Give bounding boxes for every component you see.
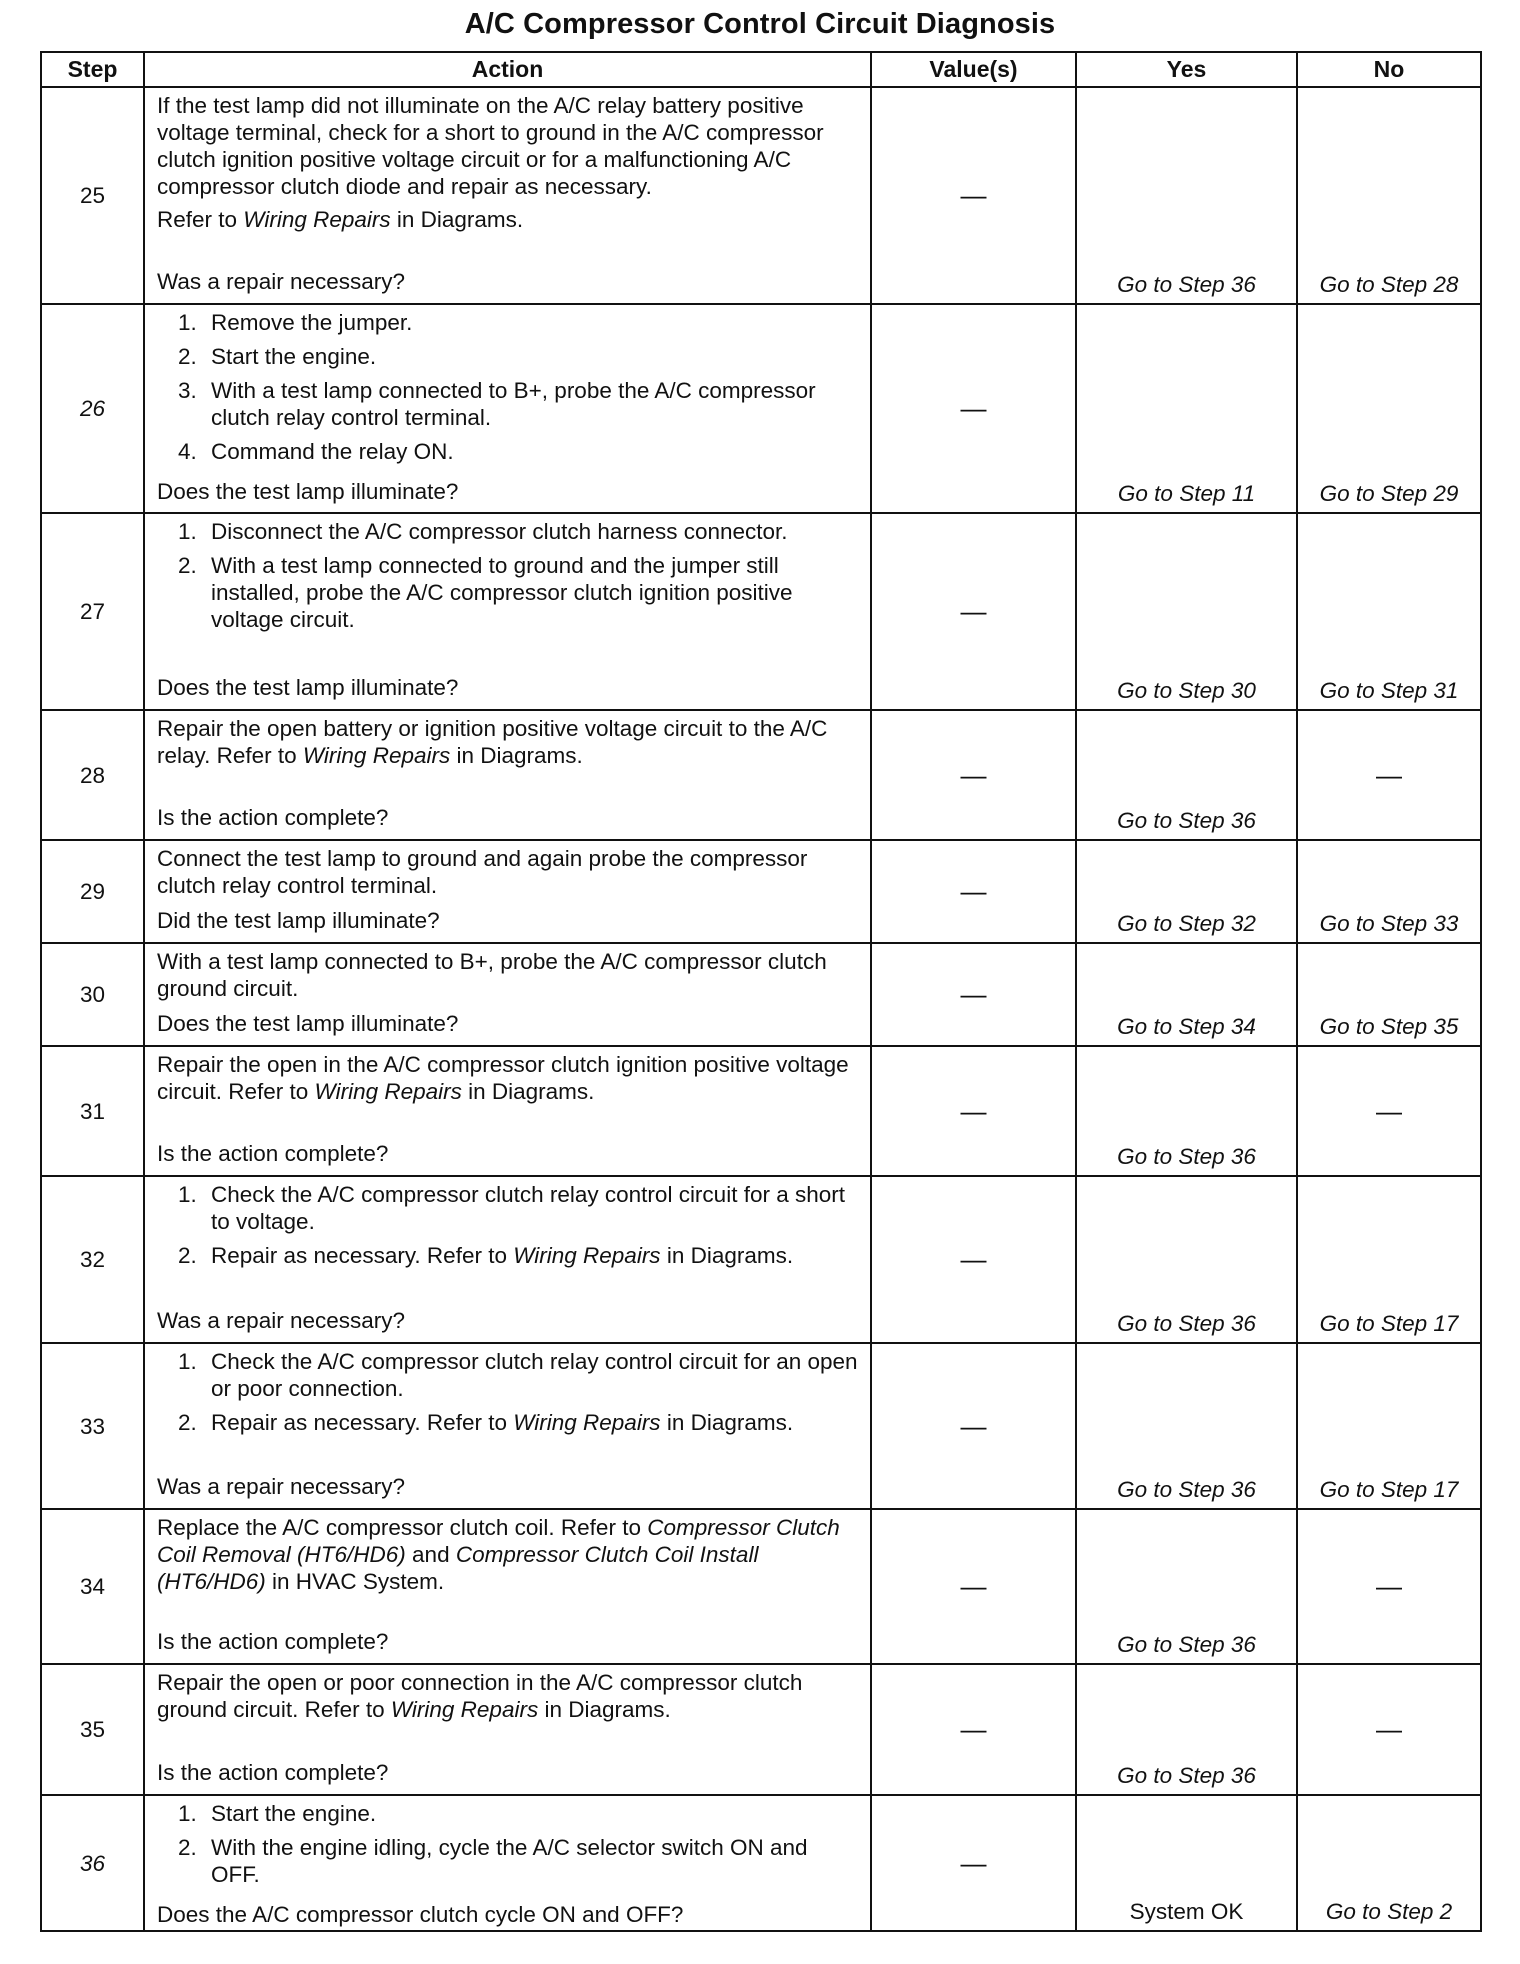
action-steps-list (157, 1348, 862, 1443)
header-values: Value(s) (871, 52, 1076, 87)
action-cell (144, 87, 871, 304)
table-row-step-33 (41, 1343, 1481, 1509)
yes-cell: Go to Step 36 (1076, 1509, 1297, 1664)
step-number: 31 (41, 1046, 144, 1176)
action-cell (144, 710, 871, 840)
table-row-step-32 (41, 1176, 1481, 1343)
action-question: Was a repair necessary? (157, 1474, 406, 1499)
reference-link-wiring-repairs: Wiring Repairs (314, 1079, 462, 1104)
no-cell: — (1297, 1046, 1481, 1176)
step-number: 32 (41, 1176, 144, 1343)
action-step-item: 1. Check the A/C compressor clutch relay control circuit for an open or poor connection. (203, 1348, 862, 1402)
action-question: Does the test lamp illuminate? (157, 1011, 459, 1036)
action-reference: Refer to Wiring Repairs in Diagrams. (157, 207, 524, 232)
table-row-step-29 (41, 840, 1481, 943)
reference-link-coil-install: Compressor Clutch Coil Install (HT6/HD6) (157, 1542, 759, 1594)
page-title: A/C Compressor Control Circuit Diagnosis (464, 8, 1056, 40)
header-no: No (1297, 52, 1481, 87)
step-number: 26 (41, 304, 144, 513)
no-cell: Go to Step 31 (1297, 513, 1481, 710)
no-cell: — (1297, 1664, 1481, 1795)
value-cell: — (871, 840, 1076, 943)
action-text: With a test lamp connected to B+, probe the A/C compressor clutch ground circuit. (157, 949, 827, 1001)
value-cell: — (871, 304, 1076, 513)
action-text: Repair the open in the A/C compressor clutch ignition positive voltage circuit. Refer to Wiring Repairs in Diagrams. (157, 1052, 849, 1104)
action-step-item: 2. Repair as necessary. Refer to Wiring Repairs in Diagrams. (203, 1242, 862, 1269)
reference-link-wiring-repairs: Wiring Repairs (390, 1697, 539, 1722)
action-cell (144, 1046, 871, 1176)
action-step-item: 1. Disconnect the A/C compressor clutch harness connector. (203, 518, 862, 545)
action-cell (144, 304, 871, 513)
yes-cell: Go to Step 36 (1076, 1046, 1297, 1176)
table-row-step-34 (41, 1509, 1481, 1664)
action-question: Does the test lamp illuminate? (157, 479, 459, 504)
step-number: 33 (41, 1343, 144, 1509)
action-question: Is the action complete? (157, 1141, 389, 1166)
table-row-step-28 (41, 710, 1481, 840)
action-question: Did the test lamp illuminate? (157, 908, 440, 933)
yes-cell: Go to Step 32 (1076, 840, 1297, 943)
table-row-step-36 (41, 1795, 1481, 1931)
step-number: 30 (41, 943, 144, 1046)
action-question: Is the action complete? (157, 1629, 389, 1654)
no-cell: Go to Step 29 (1297, 304, 1481, 513)
value-cell: — (871, 1176, 1076, 1343)
reference-link-coil-removal: Compressor Clutch Coil Removal (HT6/HD6) (157, 1515, 840, 1567)
table-row-step-31 (41, 1046, 1481, 1176)
yes-cell: Go to Step 34 (1076, 943, 1297, 1046)
no-cell: Go to Step 17 (1297, 1176, 1481, 1343)
action-step-item: 2. With a test lamp connected to ground and the jumper still installed, probe the A/C compressor clutch ignition positive voltage circuit. (203, 552, 862, 633)
yes-cell: Go to Step 36 (1076, 710, 1297, 840)
step-number: 36 (41, 1795, 144, 1931)
table-row-step-26 (41, 304, 1481, 513)
no-cell: Go to Step 17 (1297, 1343, 1481, 1509)
yes-cell: Go to Step 30 (1076, 513, 1297, 710)
no-cell: Go to Step 35 (1297, 943, 1481, 1046)
diagnosis-table (40, 51, 1482, 1932)
reference-link-wiring-repairs: Wiring Repairs (243, 207, 391, 232)
action-step-item: 1. Start the engine. (203, 1800, 862, 1827)
value-cell: — (871, 1343, 1076, 1509)
action-steps-list (157, 309, 862, 472)
action-text: If the test lamp did not illuminate on the A/C relay battery positive voltage terminal, check for a short to ground in the A/C compressor clutch ignition positive voltage circuit or for a malfunctioning A/C compressor clutch diode and repair as necessary. (157, 93, 824, 199)
action-steps-list (157, 518, 862, 640)
step-number: 34 (41, 1509, 144, 1664)
table-row-step-27 (41, 513, 1481, 710)
reference-link-wiring-repairs: Wiring Repairs (513, 1410, 661, 1435)
yes-cell: System OK (1076, 1795, 1297, 1931)
step-number: 35 (41, 1664, 144, 1795)
step-number: 27 (41, 513, 144, 710)
no-cell: Go to Step 28 (1297, 87, 1481, 304)
action-question: Is the action complete? (157, 1760, 389, 1785)
no-cell: — (1297, 1509, 1481, 1664)
action-step-item: 2. With the engine idling, cycle the A/C selector switch ON and OFF. (203, 1834, 862, 1888)
yes-cell: Go to Step 36 (1076, 87, 1297, 304)
step-number: 29 (41, 840, 144, 943)
table-header-row (41, 52, 1481, 87)
value-cell: — (871, 943, 1076, 1046)
action-step-item: 2. Repair as necessary. Refer to Wiring Repairs in Diagrams. (203, 1409, 862, 1436)
action-cell (144, 513, 871, 710)
value-cell: — (871, 1509, 1076, 1664)
value-cell: — (871, 87, 1076, 304)
action-question: Does the A/C compressor clutch cycle ON and OFF? (157, 1902, 684, 1927)
table-row-step-30 (41, 943, 1481, 1046)
action-cell (144, 1795, 871, 1931)
no-cell: Go to Step 2 (1297, 1795, 1481, 1931)
yes-cell: Go to Step 36 (1076, 1343, 1297, 1509)
header-action: Action (144, 52, 871, 87)
action-text: Connect the test lamp to ground and again probe the compressor clutch relay control terminal. (157, 846, 808, 898)
action-text: Replace the A/C compressor clutch coil. Refer to Compressor Clutch Coil Removal (HT6/HD6) and Compressor Clutch Coil Install (HT6/HD6) in HVAC System. (157, 1515, 840, 1594)
action-step-item: 1. Remove the jumper. (203, 309, 862, 336)
action-step-item: 2. Start the engine. (203, 343, 862, 370)
table-row-step-25 (41, 87, 1481, 304)
header-yes: Yes (1076, 52, 1297, 87)
step-number: 28 (41, 710, 144, 840)
action-question: Was a repair necessary? (157, 269, 406, 294)
step-number: 25 (41, 87, 144, 304)
header-step: Step (41, 52, 144, 87)
value-cell: — (871, 710, 1076, 840)
action-question: Is the action complete? (157, 805, 389, 830)
table-row-step-35 (41, 1664, 1481, 1795)
yes-cell: Go to Step 36 (1076, 1176, 1297, 1343)
action-step-item: 4. Command the relay ON. (203, 438, 862, 465)
reference-link-wiring-repairs: Wiring Repairs (302, 743, 451, 768)
value-cell: — (871, 1795, 1076, 1931)
action-cell (144, 1343, 871, 1509)
value-cell: — (871, 1046, 1076, 1176)
action-question: Does the test lamp illuminate? (157, 675, 459, 700)
action-steps-list (157, 1800, 862, 1895)
value-cell: — (871, 513, 1076, 710)
action-cell (144, 943, 871, 1046)
action-step-item: 1. Check the A/C compressor clutch relay control circuit for a short to voltage. (203, 1181, 862, 1235)
action-text: Repair the open battery or ignition positive voltage circuit to the A/C relay. Refer to Wiring Repairs in Diagrams. (157, 716, 828, 768)
action-cell (144, 1176, 871, 1343)
action-text: Repair the open or poor connection in the A/C compressor clutch ground circuit. Refer to Wiring Repairs in Diagrams. (157, 1670, 803, 1722)
no-cell: — (1297, 710, 1481, 840)
action-step-item: 3. With a test lamp connected to B+, probe the A/C compressor clutch relay control terminal. (203, 377, 862, 431)
yes-cell: Go to Step 36 (1076, 1664, 1297, 1795)
action-question: Was a repair necessary? (157, 1308, 406, 1333)
reference-link-wiring-repairs: Wiring Repairs (513, 1243, 661, 1268)
action-steps-list (157, 1181, 862, 1276)
value-cell: — (871, 1664, 1076, 1795)
no-cell: Go to Step 33 (1297, 840, 1481, 943)
action-cell (144, 840, 871, 943)
yes-cell: Go to Step 11 (1076, 304, 1297, 513)
action-cell (144, 1509, 871, 1664)
action-cell (144, 1664, 871, 1795)
